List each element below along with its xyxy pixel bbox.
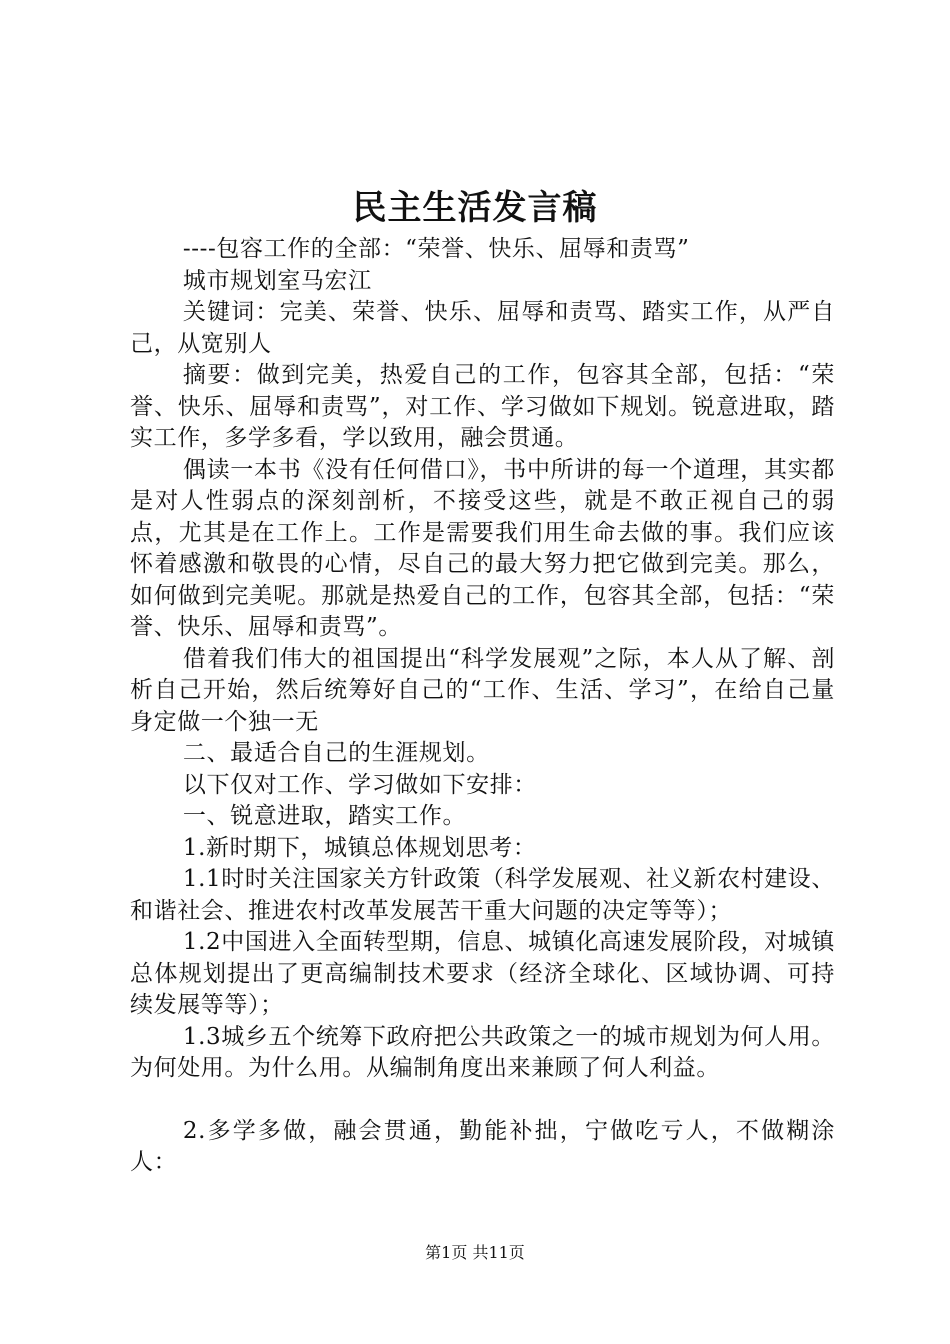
paragraph-arrangement: 以下仅对工作、学习做如下安排：	[182, 771, 537, 798]
paragraph-item-2: 2.多学多做，融会贯通，勤能补拙，宁做吃亏人，不做糊涂人：	[130, 1117, 835, 1175]
paragraph-abstract: 摘要：做到完美，热爱自己的工作，包容其全部，包括：“荣誉、快乐、屈辱和责骂”，对工作、学习做如下规划。锐意进取，踏实工作，多学多看，学以致用，融会贯通。	[130, 362, 835, 451]
paragraph-career-plan: 二、最适合自己的生涯规划。	[182, 740, 490, 766]
paragraph-item-1-1: 1.1时时关注国家关方针政策（科学发展观、社义新农村建设、和谐社会、推进农村改革发展苦干重大问题的决定等等）；	[130, 866, 835, 924]
heading-section-one: 一、锐意进取，踏实工作。	[182, 803, 467, 829]
paragraph-author: 城市规划室马宏江	[182, 267, 372, 294]
paragraph-scientific-outlook: 借着我们伟大的祖国提出“科学发展观”之际，本人从了解、剖析自己开始，然后统筹好自己的“工作、生活、学习”，在给自己量身定做一个独一无	[130, 645, 835, 735]
heading-item-1: 1.新时期下，城镇总体规划思考：	[182, 834, 537, 861]
paragraph-subtitle: ----包容工作的全部：“荣誉、快乐、屈辱和责骂”	[182, 236, 690, 262]
document-body	[130, 234, 835, 1179]
paragraph-item-1-2: 1.2中国进入全面转型期，信息、城镇化高速发展阶段，对城镇总体规划提出了更高编制技术要求（经济全球化、区域协调、可持续发展等等）；	[130, 929, 835, 1018]
page-footer: 第1页 共11页	[425, 1243, 525, 1262]
paragraph-keywords: 关键词：完美、荣誉、快乐、屈辱和责骂、踏实工作，从严自己，从宽别人	[130, 299, 835, 357]
paragraph-item-1-3: 1.3城乡五个统筹下政府把公共政策之一的城市规划为何人用。为何处用。为什么用。从编制角度出来兼顾了何人利益。	[130, 1023, 835, 1081]
document-title: 民主生活发言稿	[352, 188, 598, 228]
paragraph-book-reading: 偶读一本书《没有任何借口》，书中所讲的每一个道理，其实都是对人性弱点的深刻剖析，不接受这些，就是不敢正视自己的弱点，尤其是在工作上。工作是需要我们用生命去做的事。我们应该怀着感激和敬畏的心情，尽自己的最大努力把它做到完美。那么，如何做到完美呢。那就是热爱自己的工作，包容其全部，包括：“荣誉、快乐、屈辱和责骂”。	[130, 456, 835, 640]
